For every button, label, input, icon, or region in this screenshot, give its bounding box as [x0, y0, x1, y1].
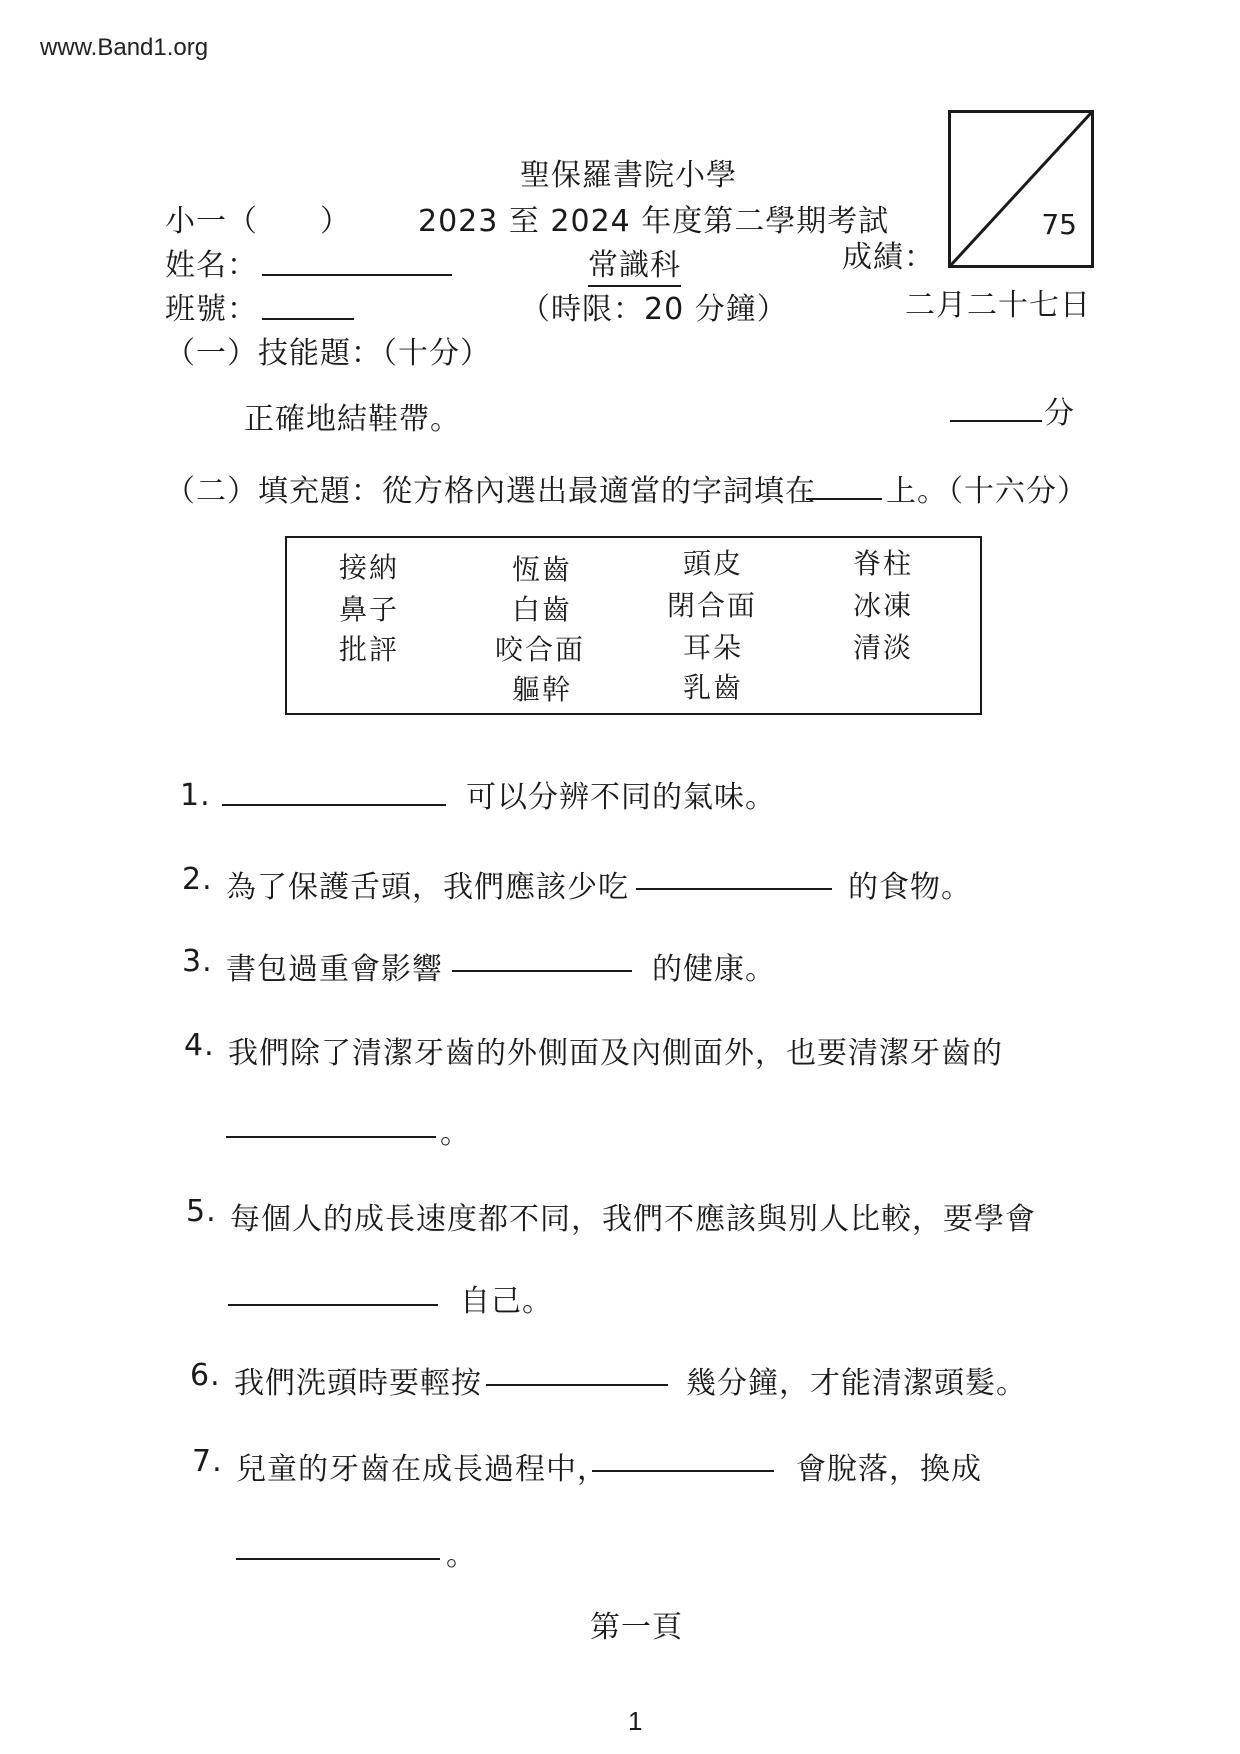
score-box-diagonal: [951, 113, 1091, 265]
website-watermark: www.Band1.org: [40, 34, 209, 61]
exam-title: 2023 至 2024 年度第二學期考試: [418, 204, 890, 239]
word-bank-item: 咬合面: [495, 633, 586, 666]
section1-mark-blank[interactable]: [950, 420, 1042, 422]
name-label: 姓名：: [165, 248, 258, 283]
question-2-text-start: 為了保護舌頭，我們應該少吃: [226, 870, 629, 905]
question-2-blank[interactable]: [636, 888, 832, 890]
question-6-number: 6.: [190, 1358, 221, 1393]
question-1-text: 可以分辨不同的氣味。: [466, 780, 776, 815]
question-7-blank-1[interactable]: [592, 1470, 774, 1472]
name-blank[interactable]: [262, 274, 452, 276]
class-label: 小一（ ）: [165, 204, 351, 239]
section2-title-blank: [806, 498, 882, 500]
subject-title: 常識科: [588, 248, 681, 287]
question-3-number: 3.: [182, 944, 213, 979]
section2-title-end: 上。（十六分）: [886, 474, 1088, 509]
section2-title-start: （二）填充題：從方格內選出最適當的字詞填在: [165, 474, 816, 509]
question-6-text-end: 幾分鐘，才能清潔頭髮。: [686, 1366, 1027, 1401]
word-bank-item: 脊柱: [853, 547, 914, 580]
word-bank-item: 頭皮: [683, 547, 744, 580]
section1-mark-unit: 分: [1044, 396, 1075, 431]
question-7-blank-2[interactable]: [236, 1558, 440, 1560]
class-number-label: 班號：: [165, 292, 258, 327]
question-6-text-start: 我們洗頭時要輕按: [234, 1366, 482, 1401]
word-bank-item: 清淡: [853, 631, 914, 664]
question-7-text-middle: 會脫落，換成: [796, 1452, 982, 1487]
question-2-text-end: 的食物。: [848, 870, 972, 905]
question-3-text-end: 的健康。: [652, 952, 776, 987]
class-number-blank[interactable]: [262, 318, 354, 320]
page-number: 1: [628, 1706, 643, 1736]
exam-date: 二月二十七日: [905, 288, 1091, 323]
school-name: 聖保羅書院小學: [520, 158, 737, 193]
score-box: [948, 110, 1094, 268]
score-label: 成績：: [842, 240, 935, 275]
word-bank-item: 冰凍: [853, 589, 914, 622]
word-bank-box: [285, 536, 982, 715]
word-bank-item: 接納: [339, 551, 400, 584]
page-label: 第一頁: [590, 1610, 683, 1645]
word-bank-item: 乳齒: [683, 671, 744, 704]
word-bank-item: 軀幹: [512, 673, 573, 706]
question-4-text-end: 。: [440, 1116, 471, 1151]
score-value: 75: [1041, 208, 1077, 241]
question-7-text-end: 。: [446, 1538, 477, 1573]
question-6-blank[interactable]: [486, 1384, 668, 1386]
section1-task: 正確地結鞋帶。: [244, 402, 461, 437]
question-1-blank[interactable]: [222, 804, 446, 806]
question-5-text: 每個人的成長速度都不同，我們不應該與別人比較，要學會: [230, 1202, 1036, 1237]
question-7-text-start: 兒童的牙齒在成長過程中，: [236, 1452, 608, 1487]
word-bank-item: 耳朵: [683, 631, 744, 664]
question-7-number: 7.: [192, 1444, 223, 1479]
word-bank-item: 白齒: [512, 593, 573, 626]
question-4-text: 我們除了清潔牙齒的外側面及內側面外，也要清潔牙齒的: [228, 1036, 1003, 1071]
time-limit: （時限：20 分鐘）: [520, 292, 788, 327]
question-3-blank[interactable]: [452, 970, 632, 972]
subject-wrapper: [588, 240, 681, 284]
question-4-number: 4.: [184, 1028, 215, 1063]
word-bank-item: 鼻子: [339, 593, 400, 626]
question-5-text-end: 自己。: [460, 1284, 553, 1319]
question-2-number: 2.: [182, 862, 213, 897]
question-5-blank[interactable]: [228, 1304, 438, 1306]
question-4-blank[interactable]: [226, 1136, 436, 1138]
word-bank-item: 閉合面: [667, 589, 758, 622]
question-1-number: 1.: [180, 778, 211, 813]
word-bank-item: 恆齒: [512, 553, 573, 586]
question-3-text-start: 書包過重會影響: [226, 952, 443, 987]
word-bank-item: 批評: [339, 633, 400, 666]
question-5-number: 5.: [186, 1194, 217, 1229]
section1-title: （一）技能題：（十分）: [165, 336, 491, 371]
